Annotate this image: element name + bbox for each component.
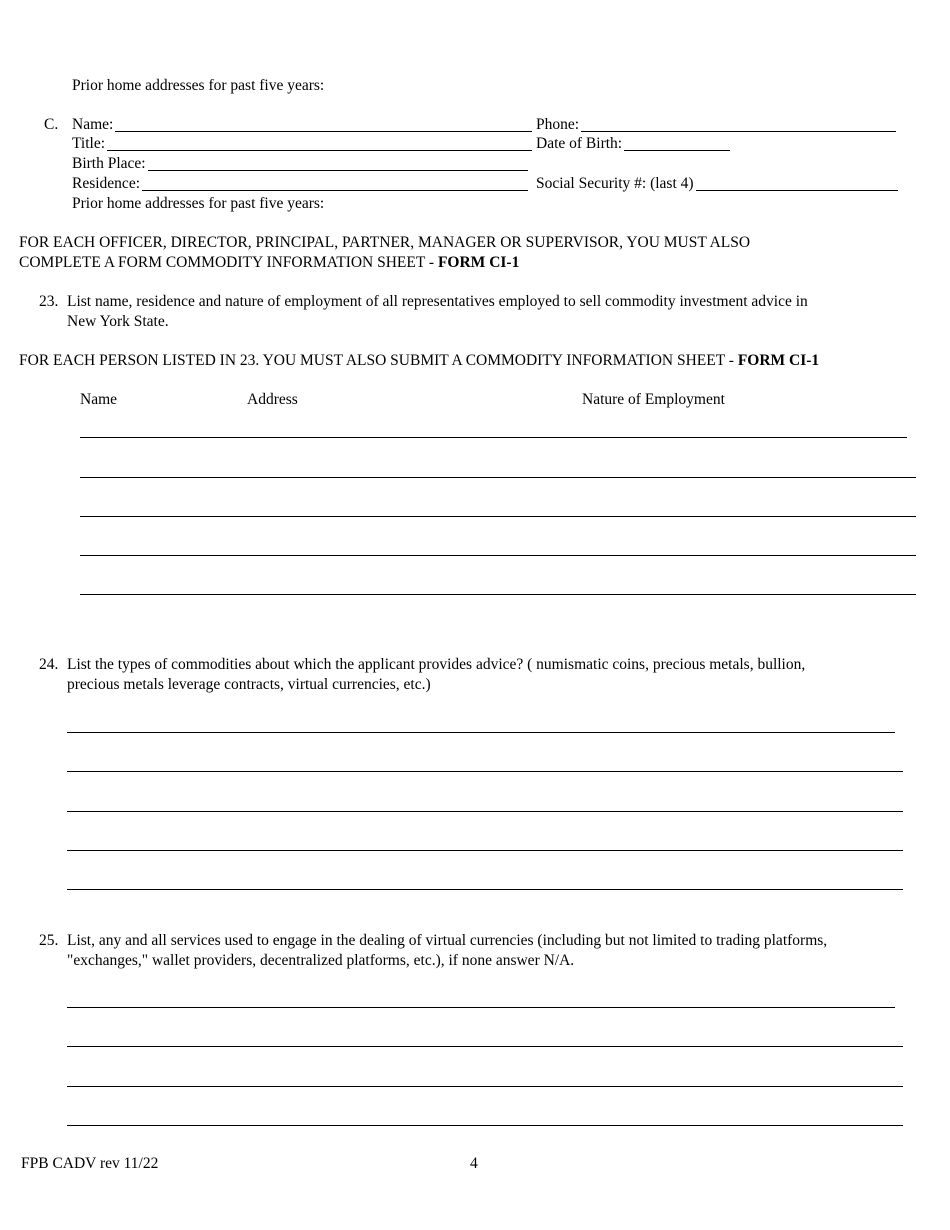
q25-answer-line[interactable] bbox=[67, 1046, 903, 1047]
q24-answer-line[interactable] bbox=[67, 850, 903, 851]
title-field[interactable] bbox=[72, 134, 532, 154]
q24-answer-line[interactable] bbox=[67, 732, 895, 733]
section-c-marker: C. bbox=[44, 116, 59, 133]
header-name: Name bbox=[80, 391, 118, 408]
q24-text-line2: precious metals leverage contracts, virtual currencies, etc.) bbox=[67, 676, 431, 693]
q23-answer-line[interactable] bbox=[80, 555, 916, 556]
prior-addresses-label: Prior home addresses for past five years: bbox=[72, 77, 325, 94]
dob-label: Date of Birth: bbox=[536, 135, 623, 152]
name-label: Name: bbox=[72, 116, 114, 133]
q23-answer-line[interactable] bbox=[80, 437, 907, 438]
phone-input-line[interactable] bbox=[581, 116, 896, 132]
q24-answer-line[interactable] bbox=[67, 771, 903, 772]
ssn-field[interactable] bbox=[536, 174, 898, 194]
ssn-input-line[interactable] bbox=[696, 175, 898, 191]
header-nature-of-employment: Nature of Employment bbox=[582, 391, 725, 408]
title-label: Title: bbox=[72, 135, 106, 152]
q24-answer-line[interactable] bbox=[67, 889, 903, 890]
phone-field[interactable] bbox=[536, 115, 896, 135]
q23-answer-line[interactable] bbox=[80, 477, 916, 478]
name-input-line[interactable] bbox=[115, 116, 532, 132]
q25-answer-line[interactable] bbox=[67, 1007, 895, 1008]
title-input-line[interactable] bbox=[107, 135, 532, 151]
form-ci1-reference: FORM CI-1 bbox=[437, 254, 520, 271]
q25-answer-line[interactable] bbox=[67, 1125, 903, 1126]
q25-answer-line[interactable] bbox=[67, 1086, 903, 1087]
ssn-label: Social Security #: (last 4) bbox=[536, 175, 694, 192]
q25-number: 25. bbox=[39, 932, 59, 949]
q23-answer-line[interactable] bbox=[80, 594, 916, 595]
footer-form-id: FPB CADV rev 11/22 bbox=[21, 1155, 159, 1172]
residence-input-line[interactable] bbox=[142, 175, 528, 191]
header-address: Address bbox=[247, 391, 298, 408]
q23-answer-line[interactable] bbox=[80, 516, 916, 517]
residence-field[interactable] bbox=[72, 174, 528, 194]
officer-notice-line1: FOR EACH OFFICER, DIRECTOR, PRINCIPAL, PARTNER, MANAGER OR SUPERVISOR, YOU MUST ALSO bbox=[19, 234, 751, 251]
residence-label: Residence: bbox=[72, 175, 141, 192]
birth-place-field[interactable] bbox=[72, 154, 528, 174]
person-notice bbox=[19, 351, 819, 371]
section-c-prior-addresses-label: Prior home addresses for past five years: bbox=[72, 195, 325, 212]
officer-notice-line2 bbox=[19, 253, 519, 273]
q24-number: 24. bbox=[39, 656, 59, 673]
footer-page-number: 4 bbox=[470, 1155, 478, 1172]
q25-text-line2: "exchanges," wallet providers, decentralized platforms, etc.), if none answer N/A. bbox=[67, 952, 575, 969]
q24-answer-line[interactable] bbox=[67, 811, 903, 812]
birth-place-label: Birth Place: bbox=[72, 155, 146, 172]
form-ci1-reference-2: FORM CI-1 bbox=[737, 352, 820, 369]
dob-input-line[interactable] bbox=[624, 135, 730, 151]
q25-text-line1: List, any and all services used to engage in the dealing of virtual currencies (including but not limited to trading platforms, bbox=[67, 932, 828, 949]
q24-text-line1: List the types of commodities about which the applicant provides advice? ( numismatic coins, precious metals, bullion, bbox=[67, 656, 806, 673]
birth-place-input-line[interactable] bbox=[148, 155, 528, 171]
officer-notice-text: COMPLETE A FORM COMMODITY INFORMATION SHEET - bbox=[19, 254, 438, 271]
q23-number: 23. bbox=[39, 293, 59, 310]
q23-text-line1: List name, residence and nature of employment of all representatives employed to sell commodity investment advice in bbox=[67, 293, 808, 310]
person-notice-text: FOR EACH PERSON LISTED IN 23. YOU MUST ALSO SUBMIT A COMMODITY INFORMATION SHEET - bbox=[19, 352, 738, 369]
name-field[interactable] bbox=[72, 115, 532, 135]
phone-label: Phone: bbox=[536, 116, 580, 133]
q23-text-line2: New York State. bbox=[67, 313, 169, 330]
dob-field[interactable] bbox=[536, 134, 730, 154]
